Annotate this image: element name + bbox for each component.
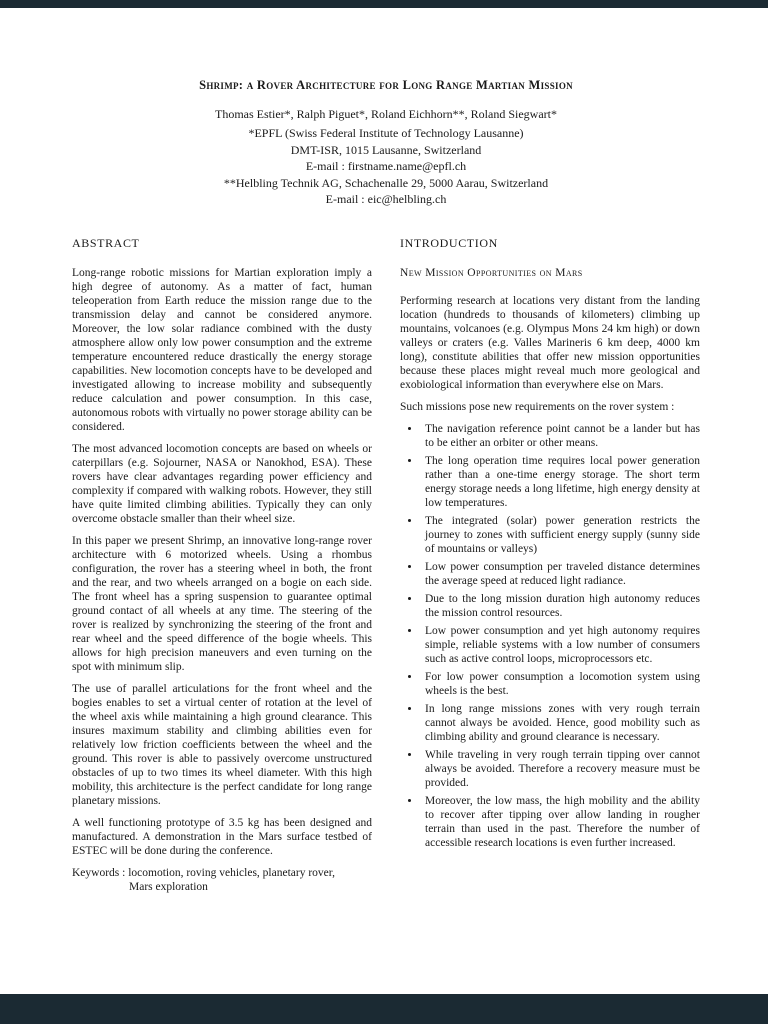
affiliation-line: DMT-ISR, 1015 Lausanne, Switzerland bbox=[290, 142, 482, 157]
abstract-heading: ABSTRACT bbox=[72, 235, 140, 250]
left-column bbox=[72, 236, 372, 902]
bullet-item: • For low power consumption a locomotion system using wheels is the best. bbox=[421, 670, 700, 698]
introduction-heading: INTRODUCTION bbox=[400, 235, 498, 250]
intro-subheading: New Mission Opportunities on Mars bbox=[400, 266, 583, 279]
keywords-line: Keywords : locomotion, roving vehicles, planetary rover, bbox=[72, 866, 336, 879]
paper-header bbox=[72, 78, 700, 208]
abstract-paragraph: The most advanced locomotion concepts are based on wheels or caterpillars (e.g. Sojourner, NASA or Nanokhod, ESA). These rovers have clear advantages regarding power efficiency and complexity if compared with walking robots. However, they still have quite limited climbing abilities. Typically they can only overcome obstacle smaller than their wheel size. bbox=[72, 442, 372, 525]
affiliation-line: *EPFL (Swiss Federal Institute of Technology Lausanne) bbox=[248, 126, 524, 140]
two-column-body bbox=[72, 236, 700, 902]
requirements-bullet-list bbox=[400, 422, 700, 850]
affiliation-line: E-mail : firstname.name@epfl.ch bbox=[305, 159, 467, 173]
abstract-paragraph: The use of parallel articulations for the front wheel and the bogies enables to set a virtual center of rotation at the level of the wheel axis while maintaining a high ground clearance. This insures maximum stability and climbing abilities even for relatively low friction coefficients between the wheel and the ground. This rover is able to passively overcome unstructured obstacles of up to two times its wheel diameter. With this high mobility, this architecture is the perfect candidate for long range planetary missions. bbox=[72, 682, 372, 807]
bullet-item: • Due to the long mission duration high autonomy reduces the mission control resources. bbox=[421, 592, 700, 620]
abstract-paragraph: In this paper we present Shrimp, an innovative long-range rover architecture with 6 motorized wheels. Using a rhombus configuration, the rover has a steering wheel in both, the front and the rear, and two wheels arranged on a bogie on each side. The front wheel has a spring suspension to guarantee optimal ground contact of all wheels at any time. The steering of the rover is realized by synchronizing the steering of the front and rear wheel and the speed difference of the bogie wheels. This allows for high precision maneuvers and even turning on the spot with minimum slip. bbox=[72, 534, 372, 673]
bullet-item: • Low power consumption per traveled distance determines the average speed at reduced light radiance. bbox=[421, 560, 700, 588]
bullet-item: • The integrated (solar) power generation restricts the journey to zones with sufficient energy supply (sunny side of mountains or valleys) bbox=[421, 514, 700, 556]
viewer-top-bar bbox=[0, 0, 768, 8]
keywords-line-continued: Mars exploration bbox=[129, 880, 208, 893]
intro-paragraph: Such missions pose new requirements on the rover system : bbox=[400, 400, 675, 413]
right-column bbox=[400, 236, 700, 902]
paper-page bbox=[0, 8, 768, 994]
paper-title: Shrimp: a Rover Architecture for Long Range Martian Mission bbox=[199, 78, 573, 92]
bullet-item: • While traveling in very rough terrain tipping over cannot always be avoided. Therefore a recovery measure must be provided. bbox=[421, 748, 700, 790]
viewer-bottom-bar bbox=[0, 994, 768, 1024]
affiliation-line: **Helbling Technik AG, Schachenalle 29, 5000 Aarau, Switzerland bbox=[223, 175, 549, 190]
authors-line: Thomas Estier*, Ralph Piguet*, Roland Eichhorn**, Roland Siegwart* bbox=[215, 107, 557, 121]
abstract-paragraph: A well functioning prototype of 3.5 kg has been designed and manufactured. A demonstration in the Mars surface testbed of ESTEC will be done during the conference. bbox=[72, 816, 372, 857]
bullet-item: • Low power consumption and yet high autonomy requires simple, reliable systems with a low number of consumers such as active control loops, microprocessors etc. bbox=[421, 624, 700, 666]
bullet-item: • The long operation time requires local power generation rather than a one-time energy storage. The short term energy storage needs a long lifetime, high energy density at low temperatures. bbox=[421, 454, 700, 510]
bullet-item: • The navigation reference point cannot be a lander but has to be either an orbiter or other means. bbox=[421, 422, 700, 450]
bullet-item: • Moreover, the low mass, the high mobility and the ability to recover after tipping over allow landing in rougher terrain than used in the past. Therefore the number of accessible research locations is even further increased. bbox=[421, 794, 700, 850]
intro-paragraph: Performing research at locations very distant from the landing location (hundreds to thousands of kilometers) climbing up mountains, volcanoes (e.g. Olympus Mons 24 km high) or down valleys or craters (e.g. Valles Marineris 6 km deep, 4000 km long), constitute abilities that offer new mission opportunities because these places might reveal much more geological and exobiological information than everywhere else on Mars. bbox=[400, 294, 700, 391]
abstract-paragraph: Long-range robotic missions for Martian exploration imply a high degree of autonomy. As a matter of fact, human teleoperation from Earth reduce the mission range due to the transmission delay and cannot be considered anymore. Moreover, the low solar radiance combined with the dusty atmosphere allow only low power consumption and the extreme temperature encountered reduce drastically the energy storage capabilities. New locomotion concepts have to be developed and investigated allowing to increase mobility and subsequently reduce calculation and power consumption. In this case, autonomous robots with virtually no power storage ability can be considered. bbox=[72, 266, 372, 433]
bullet-item: • In long range missions zones with very rough terrain cannot always be avoided. Hence, good mobility such as climbing ability and ground clearance is necessary. bbox=[421, 702, 700, 744]
affiliation-line: E-mail : eic@helbling.ch bbox=[325, 192, 447, 206]
